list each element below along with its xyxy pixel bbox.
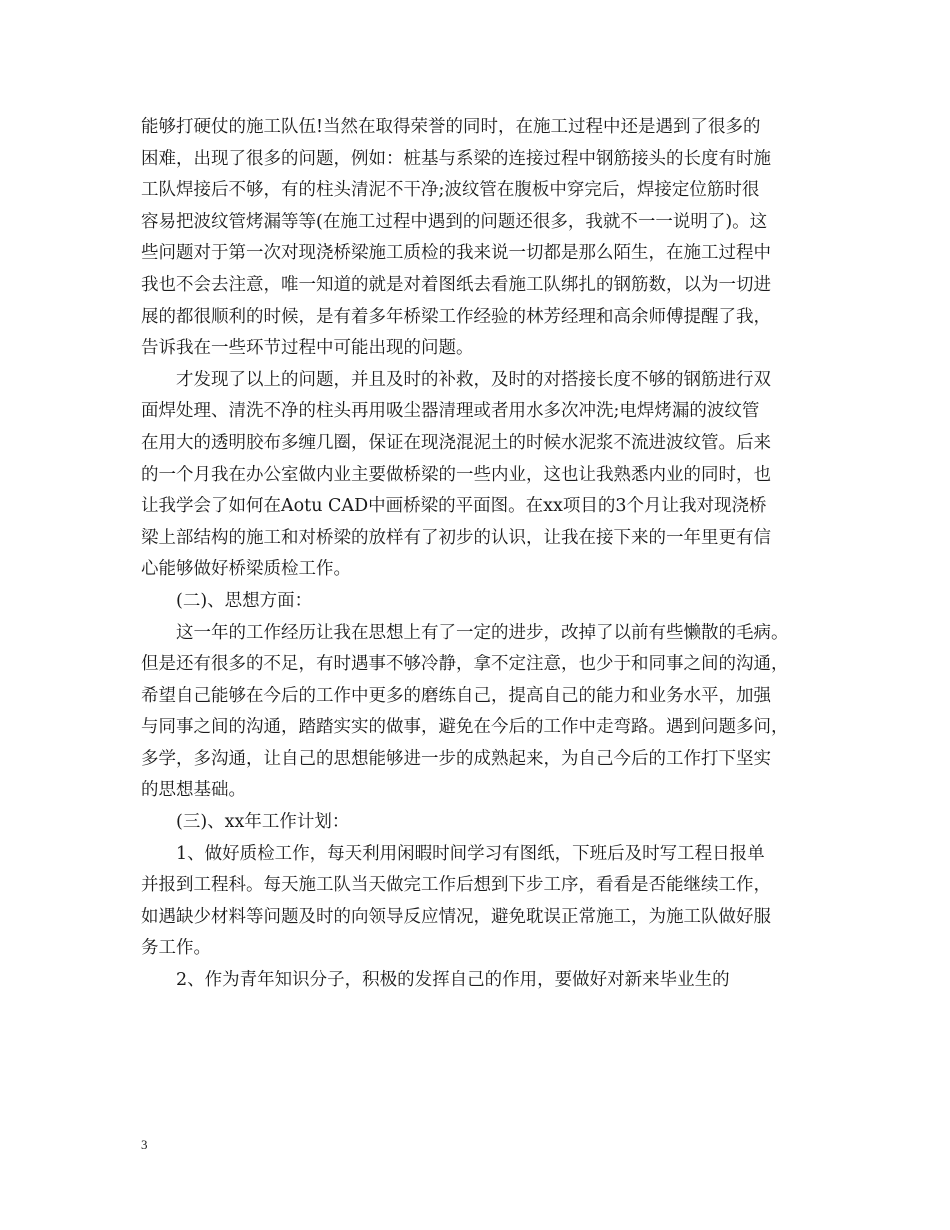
text-line: 面焊处理、清洗不净的柱头再用吸尘器清理或者用水多次冲洗;电焊烤漏的波纹管: [141, 401, 760, 422]
text-line: 2、作为青年知识分子，积极的发挥自己的作用，要做好对新来毕业生的: [141, 970, 730, 991]
text-line: 的思想基础。: [141, 780, 246, 801]
text-line: 梁上部结构的施工和对桥梁的放样有了初步的认识，让我在接下来的一年里更有信: [141, 527, 771, 548]
text-line: 在用大的透明胶布多缠几圈，保证在现浇混泥土的时候水泥浆不流进波纹管。后来: [141, 432, 771, 453]
text-line: 困难，出现了很多的问题，例如：桩基与系梁的连接过程中钢筋接头的长度有时施: [141, 148, 771, 169]
text-line: 展的都很顺利的时候，是有着多年桥梁工作经验的林芳经理和高余师傅提醒了我，: [141, 306, 771, 327]
text-line: 但是还有很多的不足，有时遇事不够冷静，拿不定注意，也少于和同事之间的沟通，: [141, 654, 789, 675]
text-line: 心能够做好桥梁质检工作。: [141, 559, 351, 580]
text-line: 如遇缺少材料等问题及时的向领导反应情况，避免耽误正常施工，为施工队做好服: [141, 906, 771, 927]
section-heading: (三)、xx年工作计划：: [141, 812, 350, 833]
text-line: 我也不会去注意，唯一知道的就是对着图纸去看施工队绑扎的钢筋数，以为一切进: [141, 274, 771, 295]
body-text: [141, 112, 821, 997]
text-line: 多学，多沟通，让自己的思想能够进一步的成熟起来，为自己今后的工作打下坚实: [141, 748, 771, 769]
text-line: 务工作。: [141, 938, 211, 959]
text-line: 让我学会了如何在Aotu CAD中画桥梁的平面图。在xx项目的3个月让我对现浇桥: [141, 496, 767, 517]
text-line: 的一个月我在办公室做内业主要做桥梁的一些内业，这也让我熟悉内业的同时，也: [141, 464, 771, 485]
text-line: 才发现了以上的问题，并且及时的补救，及时的对搭接长度不够的钢筋进行双: [141, 369, 771, 390]
text-line: 与同事之间的沟通，踏踏实实的做事，避免在今后的工作中走弯路。遇到问题多问，: [141, 717, 789, 738]
text-line: 些问题对于第一次对现浇桥梁施工质检的我来说一切都是那么陌生，在施工过程中: [141, 243, 771, 264]
text-line: 这一年的工作经历让我在思想上有了一定的进步，改掉了以前有些懒散的毛病。: [141, 622, 789, 643]
text-line: 能够打硬仗的施工队伍!当然在取得荣誉的同时，在施工过程中还是遇到了很多的: [141, 117, 761, 137]
page-number: 3: [141, 1137, 148, 1152]
text-line: 工队焊接后不够，有的柱头清泥不干净;波纹管在腹板中穿完后，焊接定位筋时很: [141, 180, 760, 201]
text-line: 容易把波纹管烤漏等等(在施工过程中遇到的问题还很多，我就不一一说明了)。这: [141, 211, 768, 232]
text-line: 告诉我在一些环节过程中可能出现的问题。: [141, 338, 474, 359]
text-line: 1、做好质检工作，每天利用闲暇时间学习有图纸，下班后及时写工程日报单: [141, 843, 765, 864]
section-heading: (二)、思想方面：: [141, 590, 313, 611]
text-line: 并报到工程科。每天施工队当天做完工作后想到下步工序，看看是否能继续工作，: [141, 875, 771, 896]
text-line: 希望自己能够在今后的工作中更多的磨练自己，提高自己的能力和业务水平，加强: [141, 685, 771, 706]
